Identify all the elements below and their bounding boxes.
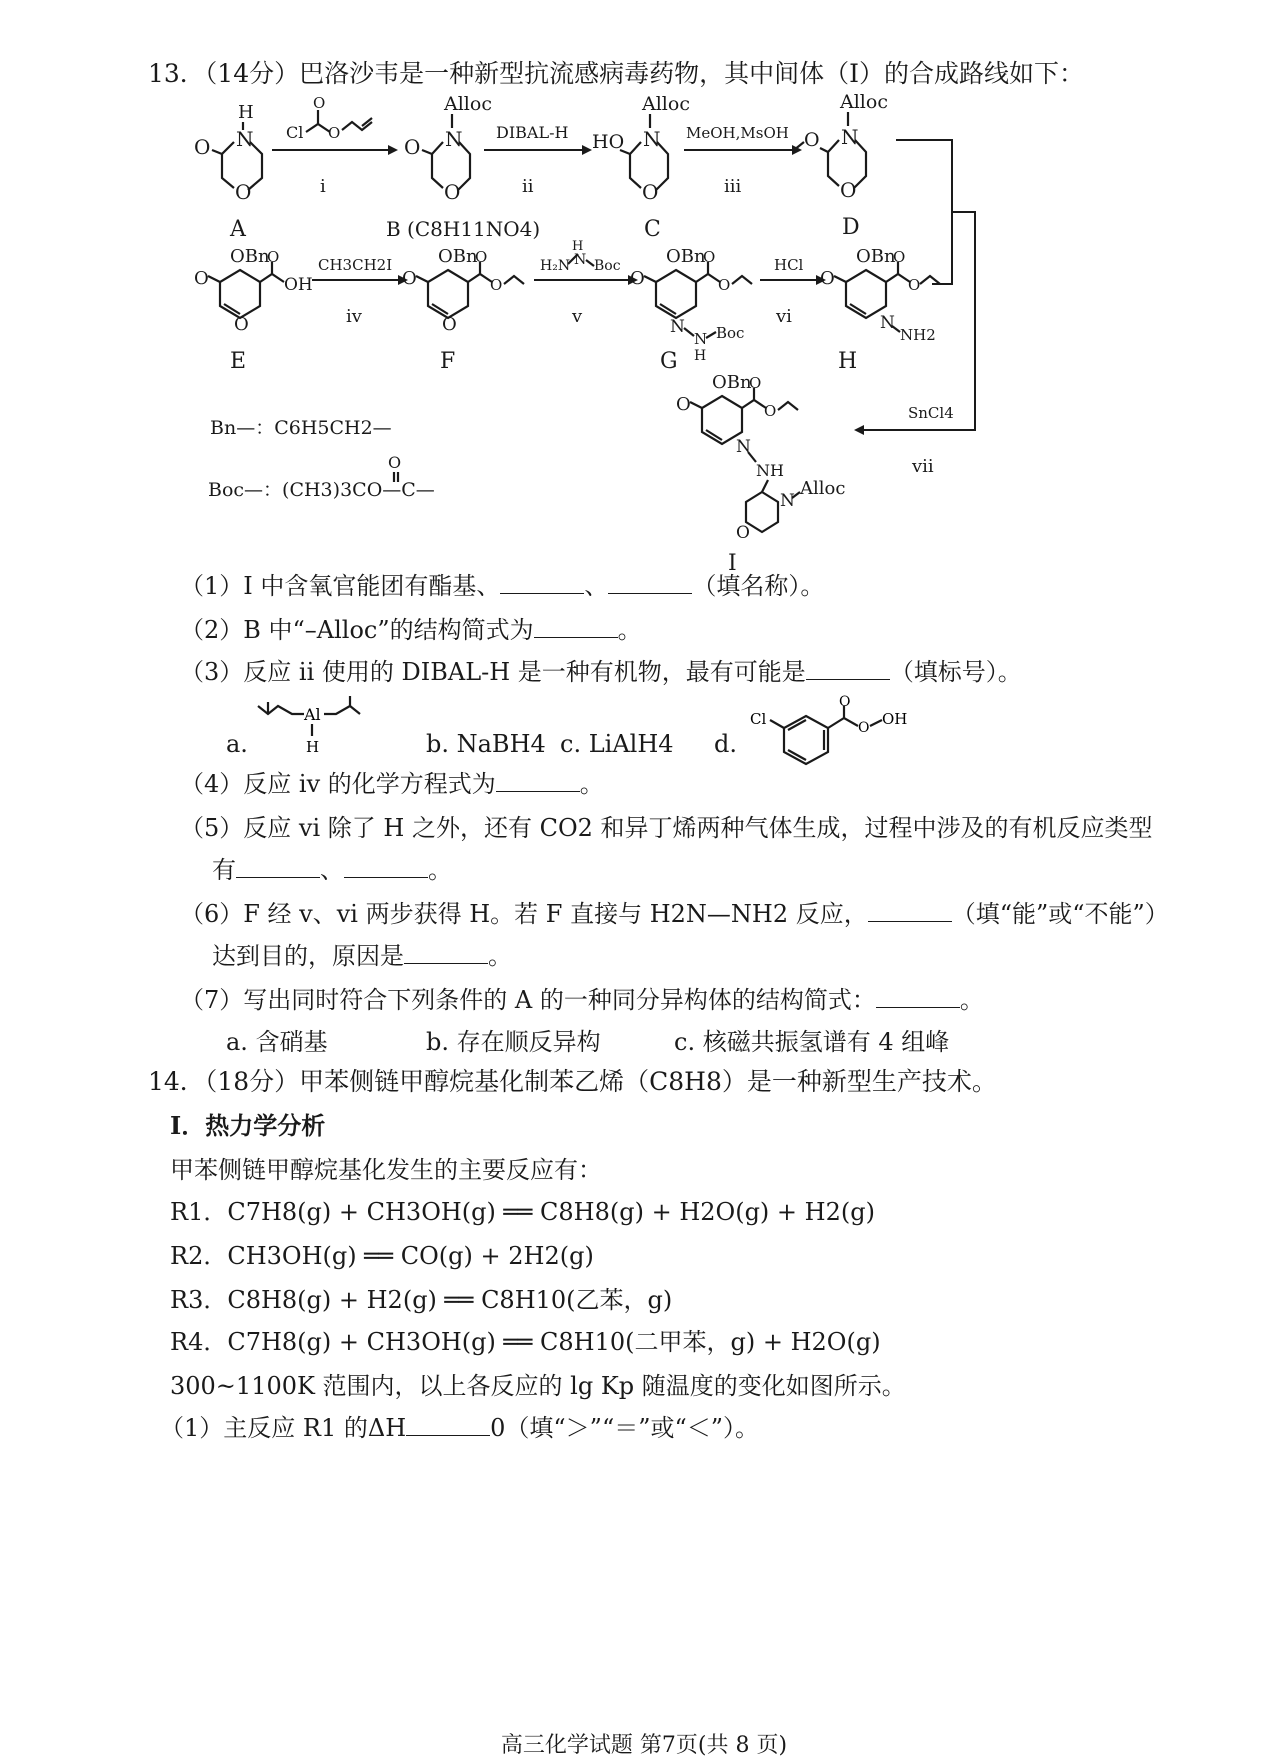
svg-text:OBn: OBn [666, 246, 706, 267]
svg-text:H: H [694, 348, 707, 364]
svg-text:H: H [306, 738, 320, 756]
svg-text:O: O [718, 276, 731, 294]
compound-E [194, 246, 313, 374]
svg-text:O: O [490, 276, 503, 294]
svg-text:O: O [858, 720, 870, 736]
q13-7-option-b: b. 存在顺反异构 [426, 1028, 601, 1056]
svg-text:ii: ii [522, 176, 534, 197]
page-footer: 高三化学试题 第7页(共 8 页) [500, 1733, 788, 1758]
svg-text:O: O [840, 178, 857, 202]
q13-6: （6）F 经 v、vi 两步获得 H。若 F 直接与 H2N—NH2 反应， （填“能”或“不能”） [180, 900, 1169, 928]
svg-text:iii: iii [724, 176, 742, 197]
svg-text:N: N [643, 127, 661, 151]
svg-text:HO: HO [592, 131, 625, 153]
svg-text:vii: vii [912, 456, 934, 477]
q13-7: （7）写出同时符合下列条件的 A 的一种同分异构体的结构简式： 。 [180, 986, 984, 1014]
svg-text:Alloc: Alloc [642, 93, 690, 115]
svg-text:Cl: Cl [286, 123, 304, 142]
svg-text:H₂N: H₂N [540, 258, 571, 274]
svg-text:N: N [694, 330, 708, 348]
answer-blank[interactable] [608, 571, 692, 594]
compound-F [402, 246, 524, 374]
svg-text:O: O [475, 248, 488, 266]
svg-text:H: H [572, 239, 584, 254]
reaction-R2: R2．CH3OH(g) ══ CO(g) + 2H2(g) [170, 1242, 594, 1270]
svg-text:NH2: NH2 [900, 326, 936, 344]
label-I: I [728, 551, 737, 576]
reaction-R3: R3．C8H8(g) + H2(g) ══ C8H10(乙苯，g) [170, 1286, 673, 1314]
svg-text:Al: Al [304, 705, 321, 724]
boc-definition: Boc—：(CH3)3CO—C— [208, 479, 435, 501]
svg-text:O: O [908, 276, 921, 294]
answer-blank[interactable] [876, 985, 960, 1008]
compound-A [194, 102, 262, 242]
reaction-R1: R1．C7H8(g) + CH3OH(g) ══ C8H8(g) + H2O(g) + H2(g) [170, 1198, 875, 1226]
svg-text:O: O [764, 402, 777, 420]
label-E: E [230, 349, 247, 374]
svg-text:O: O [442, 314, 457, 335]
q13-4: （4）反应 iv 的化学方程式为 。 [180, 770, 604, 798]
dibal-structure [252, 690, 372, 760]
svg-text:O: O [194, 135, 211, 159]
svg-text:CH3CH2I: CH3CH2I [318, 256, 393, 274]
answer-blank[interactable] [404, 941, 488, 964]
svg-text:OBn: OBn [712, 372, 752, 393]
svg-text:NH: NH [756, 461, 784, 480]
label-A: A [230, 217, 246, 242]
svg-text:O: O [736, 523, 750, 543]
scheme-svg [194, 91, 1200, 632]
svg-text:N: N [236, 127, 254, 151]
svg-text:SnCl4: SnCl4 [908, 404, 954, 422]
label-B: B (C8H11NO4) [386, 217, 541, 241]
answer-blank[interactable] [236, 855, 320, 878]
svg-text:O: O [749, 374, 762, 392]
svg-text:DIBAL-H: DIBAL-H [496, 123, 569, 142]
svg-text:O: O [839, 694, 851, 710]
svg-text:OBn: OBn [856, 246, 896, 267]
answer-blank[interactable] [500, 571, 584, 594]
label-H: H [838, 349, 858, 374]
label-F: F [440, 349, 456, 374]
svg-text:v: v [572, 306, 583, 327]
q13-header: 13．（14分）巴洛沙韦是一种新型抗流感病毒药物，其中间体（I）的合成路线如下： [148, 59, 1085, 88]
answer-blank[interactable] [534, 615, 618, 638]
svg-text:N: N [574, 252, 587, 268]
svg-text:N: N [880, 313, 895, 333]
svg-text:O: O [328, 124, 341, 142]
reaction-R4: R4．C7H8(g) + CH3OH(g) ══ C8H10(二甲苯，g) + H2O(g) [170, 1328, 881, 1356]
svg-text:O: O [804, 129, 820, 151]
svg-text:OH: OH [284, 275, 313, 295]
svg-text:N: N [445, 127, 463, 151]
mcpba-structure [748, 694, 928, 774]
q13-5: （5）反应 vi 除了 H 之外，还有 CO2 和异丁烯两种气体生成，过程中涉及的有机反应类型 [180, 814, 1153, 842]
svg-text:O: O [402, 268, 417, 289]
label-G: G [660, 349, 678, 374]
compound-B [386, 93, 540, 241]
svg-text:O: O [234, 314, 249, 335]
label-D: D [842, 215, 860, 240]
svg-text:O: O [630, 268, 645, 289]
bn-definition: Bn—：C6H5CH2— [210, 417, 392, 439]
svg-text:Boc: Boc [594, 258, 621, 274]
q13-1: （1）I 中含氧官能团有酯基、 、 （填名称）。 [180, 572, 825, 600]
svg-text:N: N [780, 491, 795, 511]
svg-text:O: O [703, 248, 716, 266]
svg-text:MeOH,MsOH: MeOH,MsOH [686, 124, 789, 142]
q14-section-title: I．热力学分析 [170, 1111, 326, 1140]
option-d-label: d. [714, 730, 737, 758]
svg-text:Cl: Cl [750, 710, 767, 728]
svg-text:O: O [313, 94, 326, 112]
svg-text:O: O [893, 248, 906, 266]
svg-text:O: O [388, 453, 402, 472]
compound-G [630, 246, 752, 374]
svg-text:OBn: OBn [438, 246, 478, 267]
svg-text:N: N [670, 317, 685, 337]
q13-3: （3）反应 ii 使用的 DIBAL-H 是一种有机物，最有可能是 （填标号）。 [180, 658, 1022, 686]
answer-blank[interactable] [406, 1413, 490, 1436]
q13-5-cont: 有 、 。 [212, 856, 452, 884]
synthesis-scheme [194, 91, 1200, 632]
q14-range: 300~1100K 范围内，以上各反应的 lg Kp 随温度的变化如图所示。 [170, 1372, 906, 1400]
svg-text:Alloc: Alloc [444, 93, 492, 115]
svg-text:OBn: OBn [230, 246, 270, 267]
compound-D [794, 91, 888, 240]
svg-text:O: O [444, 180, 461, 204]
svg-text:N: N [736, 437, 751, 457]
q13-6-cont: 达到目的，原因是 。 [212, 942, 512, 970]
svg-text:O: O [194, 268, 209, 289]
svg-text:H: H [238, 102, 254, 123]
svg-text:O: O [404, 135, 421, 159]
svg-text:Alloc: Alloc [800, 478, 846, 499]
compound-I [676, 372, 845, 576]
svg-text:OH: OH [882, 710, 908, 728]
compound-H [820, 246, 940, 374]
label-C: C [644, 217, 661, 242]
svg-text:i: i [320, 176, 326, 197]
q13-7-option-a: a. 含硝基 [226, 1028, 328, 1056]
svg-text:N: N [841, 125, 859, 149]
svg-text:HCl: HCl [774, 256, 804, 274]
answer-blank[interactable] [806, 657, 890, 680]
option-c: c. LiAlH4 [560, 730, 674, 758]
q14-1: （1）主反应 R1 的ΔH 0（填“＞”“＝”或“＜”）。 [160, 1414, 760, 1442]
answer-blank[interactable] [868, 899, 952, 922]
svg-text:O: O [676, 394, 691, 415]
svg-text:Boc: Boc [716, 324, 745, 342]
option-b: b. NaBH4 [426, 730, 546, 758]
option-a-label: a. [226, 730, 248, 758]
answer-blank[interactable] [344, 855, 428, 878]
svg-text:O: O [642, 180, 659, 204]
svg-text:O: O [235, 180, 252, 204]
q13-2: （2）B 中“–Alloc”的结构简式为 。 [180, 616, 642, 644]
q13-7-option-c: c. 核磁共振氢谱有 4 组峰 [674, 1028, 950, 1056]
svg-text:O: O [820, 268, 835, 289]
svg-text:Alloc: Alloc [840, 91, 888, 113]
svg-text:vi: vi [776, 306, 792, 327]
q14-intro: 甲苯侧链甲醇烷基化发生的主要反应有： [170, 1156, 602, 1184]
answer-blank[interactable] [496, 769, 580, 792]
svg-text:iv: iv [346, 306, 362, 327]
svg-text:O: O [267, 248, 280, 266]
q14-header: 14．（18分）甲苯侧链甲醇烷基化制苯乙烯（C8H8）是一种新型生产技术。 [148, 1067, 997, 1096]
compound-C [592, 93, 690, 242]
